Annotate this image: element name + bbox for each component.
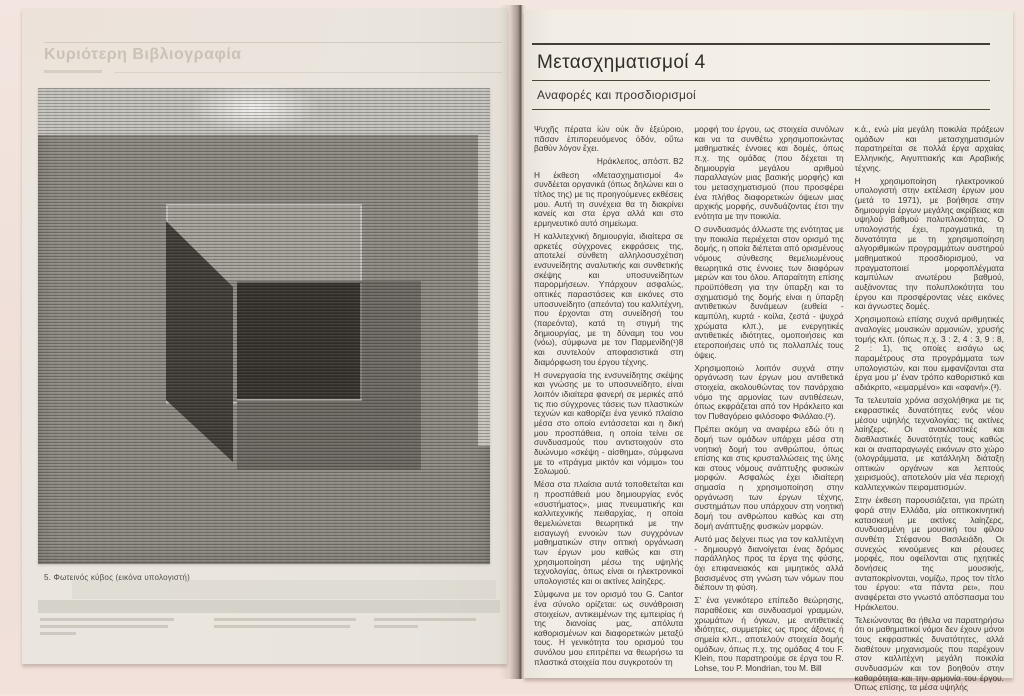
raster-scanline-overlay [38,88,490,564]
paragraph: Σύμφωνα με τον ορισμό του G. Cantor ένα σύνολο ορίζεται: ως συνάθροιση στοιχείων, αντικειμένων της εμπειρίας ή της διανοίας μας, απόλυτα καθορισμένων και διαφορετικών μεταξύ τους. Η γενικότητα του ορισμού του συνόλου μου επιτρέπει να θεωρήσω τα πλαστικά στοιχεία που συγκροτούν τη [534,589,684,667]
epigraph-attribution: Ηράκλειτος, απόσπ. Β2 [596,156,684,167]
page-title: Μετασχηματισμοί 4 [537,52,706,73]
paragraph: Τελειώνοντας θα ήθελα να παρατηρήσω ότι οι μαθηματικοί νόμοι δεν έχουν μόνοι τους εκφραστικές δυνατότητες, αλλά διαθέτουν μηχανισμούς που παρέχουν στον καλλιτέχνη μεγάλη ποικιλία συνδυασμών και τον βοηθούν στην καθαρότητα και την αρμονία του έργου. Όπως επίσης, τα μέσα υψηλής [854,614,1004,693]
ghost-text-line [40,618,174,621]
paragraph: κ.ά., ενώ μία μεγάλη ποικιλία πράξεων ομάδων και μετασχηματισμών παρατηρείται σε πολλά έργα αρχαίας Ελληνικής, Αιγυπτιακής και Αραβικής τέχνης. [854,124,1004,173]
ghost-text-column-3 [374,618,476,632]
ghost-showthrough-band [38,600,500,613]
ghost-text-column-1 [40,618,174,639]
masthead-rule-bottom [532,109,990,110]
paragraph: Χρησιμοποιώ επίσης συχνά αριθμητικές αναλογίες μουσικών αρμονιών, χρυσής τομής κλπ. (όπως π.χ. 3 : 2, 4 : 3, 9 : 8, 2 : 1), τις οποίες εισάγω ως παραμέτρους στα προγράμματα των υπολογιστών, και που εμφανίζονται στα έργα μου μ' έναν τρόπο καθοριστικό και αδιάκριτο, «ειμαρμένο» και «αφανή».(³). [854,314,1004,393]
ghost-rule-bottom [114,72,502,73]
paragraph: Ο συνδυασμός άλλωστε της ενότητας με την ποικιλία περιέχεται στον ορισμό της δομής, η οποία διέπεται από ορισμένους νόμους σύνθεσης θεμελιωμένους θεωρητικά στις έννοιες των διαφόρων μερών και του όλου. Απαραίτητη επίσης προϋπόθεση για την ύπαρξη και το σχηματισμό της δομής είναι η ύπαρξη αντιθετικών δυνάμεων (ευθεία - καμπύλη, κυρτά - κοίλα, ζεστά - ψυχρά χρώματα κλπ.), με ενεργητικές αντιθετικές ιδιότητες, ομοποιήσεις και ετεροποιήσεις υπό τις πολλαπλές τους όψεις. [694,224,844,360]
paragraph: Χρησιμοποιώ λοιπόν συχνά στην οργάνωση των έργων μου αντιθετικά στοιχεία, ακολουθώντας τον πανάρχαιο νόμο της αρμονίας των αντιθέσεων, όπως εκφράζεται από τον Ηράκλειτο και τον Πυθαγόρειο φιλόσοφο Φιλόλαο.(²). [694,362,844,422]
left-page [22,8,507,664]
ghost-text-line [374,618,476,621]
paragraph: Στην έκθεση παρουσιάζεται, για πρώτη φορά στην Ελλάδα, μία οπτικοκινητική κατασκευή με ακτίνες λαίηζερς, συνδυασμένη με μουσική του φίλου συνθέτη Στέφανου Βασιλειάδη. Οι συνεχώς κινούμενες και ρέουσες μορφές, που οφείλονται στις ηχητικές δονήσεις της μουσικής, ανταποκρίνονται, νομίζω, προς τον τίτλο του έργου: «τα πάντα ρει», που αναφέρεται στο γνωστό απόσπασμα του Ηράκλειτου. [854,495,1004,612]
article-body [534,125,1004,696]
text-column-2 [694,125,843,696]
paragraph: Η συνεργασία της ενσυνείδητης σκέψης και γνώσης με το υποσυνείδητο, είναι λοιπόν ιδιαίτερα φανερή σε μερικές από τις πιο σύγχρονες τάσεις των πλαστικών τεχνών και καθορίζει ένα γενικό πλαίσιο μέσα στο οποίο εντάσσεται και η δική μου προσπάθεια, η οποία τείνει σε συνδυασμούς που αντιστοιχούν στο δυώνυμο «σκέψη - αίσθημα», σύμφωνα με το «πράγμα μικτόν και νόμιμο» του Σολωμού. [534,369,684,477]
ghost-text-line [40,625,168,628]
right-page [524,10,1013,693]
paragraph: Τα τελευταία χρόνια ασχολήθηκα με τις εκφραστικές δυνατότητες ενός νέου μέσου υψηλής τεχνολογίας: τις ακτίνες λαίηζερς. Οι ανακλαστικές και διαθλαστικές δυνατότητές τους καθώς και οι αναπαραγωγές εικόνων στο χώρο (ολογράμματα, με κατάλληλη διάταξη οπτικών οργάνων και λεπτούς χειρισμούς), αποτελούν μία νέα περιοχή καλλιτεχνικών πειραματισμών. [854,395,1004,493]
ghost-text-line [374,625,418,628]
paragraph: Η καλλιτεχνική δημιουργία, ιδιαίτερα σε αρκετές σύγχρονες εκφράσεις της, αποτελεί σύνθετη αλληλοσυσχέτιση ενσυνείδητης αναλυτικής και συνθετικής σκέψης και υποσυνείδητων παρορμήσεων. Υπάρχουν ασφαλώς, οπτικές παραστάσεις και εικόνες στο υποσυνείδητο (απεόντα) του καλλιτέχνη, που έρχονται στη συνείδησή του (παρεόντα), κατά τη στιγμή της δημιουργίας, με τη δύναμη του νου (νόω), σύμφωνα με τον Παρμενίδη(¹)8 και συντελούν αποφασιστικά στη διαμόρφωση του έργου τέχνης. [534,231,684,367]
paragraph: μορφή του έργου, ως στοιχεία συνόλων και να τα συνθέτω χρησιμοποιώντας μαθηματικές έννοιες και δομές, όπως π.χ. της ομάδας (που δέχεται τη δημιουργία μεγάλου αριθμού παραλλαγών μιας βασικής μορφής) και του μετασχηματισμού (που προσφέρει ένα πλήθος διαφορετικών όψεων μιας αρχικής μορφής, συνδυάζοντας έτσι την ενότητα με την ποικιλία. [694,124,844,221]
paragraph: Μέσα στα πλαίσια αυτά τοποθετείται και η προσπάθειά μου δημιουργίας ενός «συστήματος», μιας πνευματικής και καλλιτεχνικής πειθαρχίας, η οποία θεμελιώνεται θεωρητικά με την εισαγωγή εννοιών των συγχρόνων μαθηματικών στην οπτική οργάνωση των έργων μου καθώς και στη χρησιμοποίηση μέσω της υψηλής τεχνολογίας, όπως είναι οι ηλεκτρονικοί υπολογιστές και οι ακτίνες λαίηζερς. [534,479,684,587]
luminous-cube-photo [38,88,490,564]
paragraph: Η χρησιμοποίηση ηλεκτρονικού υπολογιστή στην εκτέλεση έργων μου (μετά το 1971), με βοήθησε στην δημιουργία έργων μεγάλης ακρίβειας και υψηλού βαθμού πολυπλοκότητας. Ο υπολογιστής έχει, πραγματικά, τη δυνατότητα με τη χρησιμοποίηση αλγοριθμικών προγραμμάτων αυστηρού μαθηματικού προσδιορισμού, να πραγματοποιεί μορφοπλέγματα καμπύλων ανωτέρου βαθμού, αυξάνοντας την πολυπλοκότητα του έργου και προσφέροντας νέες εικόνες και άγνωστες δομές. [854,175,1004,312]
ghost-text-line [214,625,350,628]
page-subtitle: Αναφορές και προσδιορισμοί [537,88,696,102]
article-masthead [532,43,990,110]
ghost-bibliography-header: Κυριότερη Βιβλιογραφία [44,46,242,63]
text-column-3 [855,125,1004,696]
paragraph: Πρέπει ακόμη να αναφέρω εδώ ότι η δομή των ομάδων υπάρχει μέσα στη νοητική δομή του ανθρώπου, όπως επίσης και στις κρυσταλλώσεις της ύλης και στους νόμους ανάπτυξης φυσικών μορφών. Ασφαλώς έχει ιδιαίτερη σημασία η χρησιμοποίηση στην οργάνωση των έργων τέχνης, συστημάτων που υπάρχουν στη νοητική δομή του ανθρώπου καθώς και στη δομή ανάπτυξης φυσικών μορφών. [694,424,844,531]
ghost-text-line [40,632,76,635]
paragraph: Η έκθεση «Μετασχηματισμοί 4» συνδέεται οργανικά (όπως δηλώνει και ο τίτλος της) με τις προηγούμενες εκθέσεις μου. Αυτή τη συνέχεια θα τη διακρίνει κανείς και στα έργα αλλά και στο ερμηνευτικό αυτό σημείωμα. [534,169,684,228]
book-fold-shadow [499,5,526,679]
paragraph: Σ' ένα γενικότερο επίπεδο θεώρησης, παραθέσεις και συνδυασμοί γραμμών, χρωμάτων ή όγκων, με αντιθετικές ιδιότητες, συμμετρίες ως προς άξονες ή σημεία κλπ., αποτελούν στοιχεία δομής ομάδων, όπως π.χ. της ομάδας 4 του F. Klein, που παρατηρούμε σε έργα του R. Lohse, του P. Mondrian, του M. Bill [694,595,844,673]
ghost-text-column-2 [214,618,356,632]
paragraph: Αυτό μας δείχνει πως για τον καλλιτέχνη - δημιουργό διανοίγεται ένας δρόμος παράλληλος προς τα έργα της φύσης, όχι επιφανειακός και μιμητικός αλλά βασισμένος στη γνώση των νόμων που διέπουν τη φύση. [694,533,844,593]
text-column-1 [534,125,683,696]
ghost-subheading-mark [44,70,102,73]
ghost-text-line [214,618,356,621]
ghost-rule-top [44,42,502,43]
figure-caption: 5. Φωτεινός κύβος (εικόνα υπολογιστή) [44,573,190,582]
ghost-showthrough-block [72,580,496,599]
epigraph: Ψυχῆς πέρατα ἰών οὐκ ἄν ἐξεύροιο, πᾶσαν ἐπιπορευόμενος ὁδόν, οὕτω βαθὺν λόγον ἔχει. [534,124,684,154]
